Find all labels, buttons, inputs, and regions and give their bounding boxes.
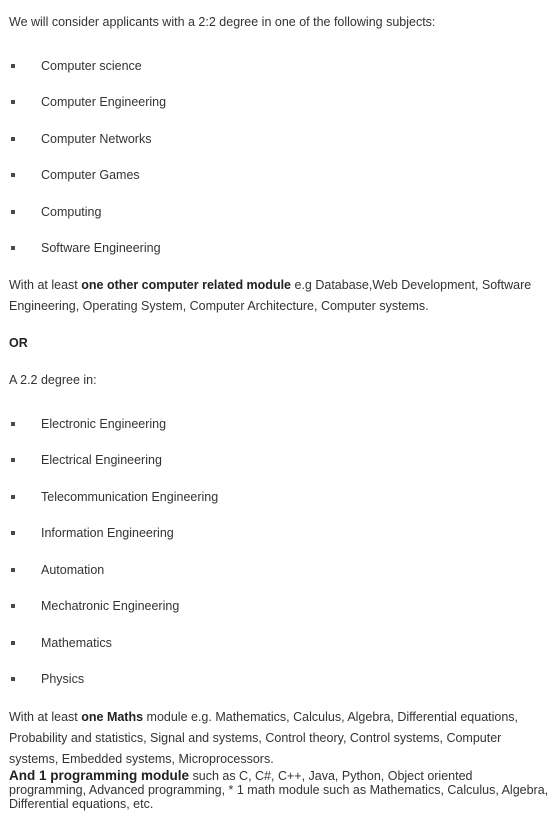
degree-intro: A 2.2 degree in:: [9, 373, 97, 387]
list-item: [0, 131, 554, 147]
programming-module-requirement: [9, 769, 549, 811]
bullet-icon: [11, 210, 15, 214]
list-item-label: Electrical Engineering: [41, 453, 162, 467]
list-item-label: Computer Games: [41, 168, 140, 182]
bullet-icon: [11, 100, 15, 104]
bullet-icon: [11, 495, 15, 499]
list-item: [0, 58, 554, 74]
para-bold: one other computer related module: [81, 278, 292, 292]
list-item-label: Automation: [41, 563, 105, 577]
or-label: OR: [9, 336, 28, 350]
para-rest: module e.g. Mathematics, Calculus, Algebra, Differential equations, Probability and statistics, Signal and systems, Control theory, Control systems, Computer systems, Embedded systems, Microprocessors.: [9, 710, 519, 766]
list-item-label: Computer Networks: [41, 132, 152, 146]
list-item: [0, 167, 554, 183]
list-item-label: Telecommunication Engineering: [41, 490, 219, 504]
bullet-icon: [11, 64, 15, 68]
bullet-icon: [11, 531, 15, 535]
list-item-label: Mathematics: [41, 636, 112, 650]
list-item-label: Information Engineering: [41, 526, 174, 540]
bullet-icon: [11, 604, 15, 608]
computing-module-requirement: [9, 275, 549, 317]
list-item-label: Electronic Engineering: [41, 417, 167, 431]
list-item: [0, 416, 554, 432]
list-item: [0, 598, 554, 614]
bullet-icon: [11, 641, 15, 645]
bullet-icon: [11, 173, 15, 177]
list-item: [0, 204, 554, 220]
list-item: [0, 525, 554, 541]
bullet-icon: [11, 422, 15, 426]
list-item-label: Computer science: [41, 59, 142, 73]
para-rest: e.g Database,Web Development, Software Engineering, Operating System, Computer Architecture, Computer systems.: [9, 278, 532, 313]
bullet-icon: [11, 458, 15, 462]
para-lead: With at least: [9, 278, 82, 292]
list-item-label: Mechatronic Engineering: [41, 599, 180, 613]
list-item-label: Computer Engineering: [41, 95, 167, 109]
bullet-icon: [11, 677, 15, 681]
intro-text: We will consider applicants with a 2:2 degree in one of the following subjects:: [9, 15, 436, 29]
bullet-icon: [11, 137, 15, 141]
list-item: [0, 94, 554, 110]
list-item: [0, 635, 554, 651]
list-item-label: Software Engineering: [41, 241, 161, 255]
list-item-label: Computing: [41, 205, 102, 219]
bullet-icon: [11, 568, 15, 572]
list-item: [0, 240, 554, 256]
list-item: [0, 562, 554, 578]
para-rest: such as C, C#, C++, Java, Python, Object oriented programming, Advanced programming, * 1 math module such as Mathematics, Calculus, Algebra, Differential equations, etc.: [9, 769, 549, 811]
list-item: [0, 671, 554, 687]
para-bold: one Maths: [81, 710, 144, 724]
list-item-label: Physics: [41, 672, 85, 686]
bullet-icon: [11, 246, 15, 250]
maths-module-requirement: [9, 707, 549, 770]
list-item: [0, 452, 554, 468]
para-lead: With at least: [9, 710, 82, 724]
list-item: [0, 489, 554, 505]
para-bold: And 1 programming module: [9, 768, 190, 783]
